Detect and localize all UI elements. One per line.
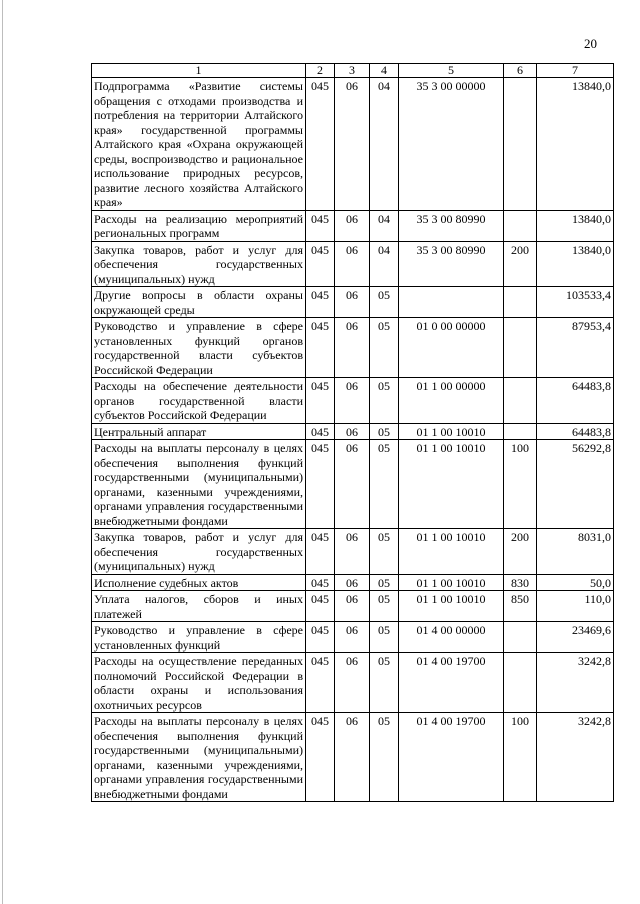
column-number: 7 — [537, 64, 614, 78]
target-article-cell: 01 1 00 10010 — [399, 423, 504, 440]
amount-cell: 23469,6 — [537, 622, 614, 653]
section-code-cell: 06 — [335, 529, 370, 575]
section-code-cell: 06 — [335, 622, 370, 653]
subsection-code-cell: 05 — [370, 574, 399, 591]
target-article-cell: 35 3 00 80990 — [399, 210, 504, 241]
subsection-code-cell: 05 — [370, 378, 399, 424]
table-row — [92, 318, 614, 378]
column-number: 4 — [370, 64, 399, 78]
ministry-code-cell: 045 — [306, 378, 335, 424]
section-code-cell: 06 — [335, 423, 370, 440]
section-code-cell: 06 — [335, 210, 370, 241]
column-number: 1 — [92, 64, 306, 78]
subsection-code-cell: 05 — [370, 318, 399, 378]
amount-cell: 8031,0 — [537, 529, 614, 575]
table-row — [92, 210, 614, 241]
row-name-cell: Исполнение судебных актов — [92, 574, 306, 591]
target-article-cell: 01 1 00 10010 — [399, 529, 504, 575]
expense-type-cell — [504, 653, 537, 713]
ministry-code-cell: 045 — [306, 241, 335, 287]
row-name-cell: Руководство и управление в сфере установленных функций органов государственной власти субъектов Российской Федерации — [92, 318, 306, 378]
row-name-cell: Расходы на обеспечение деятельности органов государственной власти субъектов Российской Федерации — [92, 378, 306, 424]
subsection-code-cell: 05 — [370, 591, 399, 622]
subsection-code-cell: 05 — [370, 423, 399, 440]
expense-type-cell — [504, 318, 537, 378]
subsection-code-cell: 05 — [370, 622, 399, 653]
row-name-cell: Центральный аппарат — [92, 423, 306, 440]
amount-cell: 3242,8 — [537, 653, 614, 713]
amount-cell: 13840,0 — [537, 241, 614, 287]
section-code-cell: 06 — [335, 591, 370, 622]
table-row — [92, 529, 614, 575]
row-name-cell: Руководство и управление в сфере установленных функций — [92, 622, 306, 653]
amount-cell: 64483,8 — [537, 423, 614, 440]
amount-cell: 110,0 — [537, 591, 614, 622]
target-article-cell: 01 1 00 00000 — [399, 378, 504, 424]
expense-type-cell: 100 — [504, 440, 537, 529]
ministry-code-cell: 045 — [306, 423, 335, 440]
amount-cell: 13840,0 — [537, 78, 614, 211]
subsection-code-cell: 04 — [370, 78, 399, 211]
amount-cell: 64483,8 — [537, 378, 614, 424]
column-number: 3 — [335, 64, 370, 78]
table-row — [92, 440, 614, 529]
column-number: 6 — [504, 64, 537, 78]
expense-type-cell — [504, 378, 537, 424]
table-row — [92, 622, 614, 653]
subsection-code-cell: 05 — [370, 287, 399, 318]
subsection-code-cell: 04 — [370, 241, 399, 287]
table-row — [92, 591, 614, 622]
target-article-cell: 01 4 00 19700 — [399, 713, 504, 802]
ministry-code-cell: 045 — [306, 653, 335, 713]
table-row — [92, 713, 614, 802]
section-code-cell: 06 — [335, 653, 370, 713]
budget-table-body — [92, 64, 614, 802]
page-number: 20 — [584, 36, 597, 51]
amount-cell: 87953,4 — [537, 318, 614, 378]
budget-table — [91, 63, 614, 802]
target-article-cell: 01 0 00 00000 — [399, 318, 504, 378]
row-name-cell: Расходы на выплаты персоналу в целях обеспечения выполнения функций государственными (муниципальными) органами, казенными учреждениями, органами управления государственными внебюджетными фондами — [92, 713, 306, 802]
expense-type-cell — [504, 210, 537, 241]
table-row — [92, 423, 614, 440]
row-name-cell: Закупка товаров, работ и услуг для обеспечения государственных (муниципальных) нужд — [92, 529, 306, 575]
page-left-edge — [2, 0, 3, 904]
row-name-cell: Уплата налогов, сборов и иных платежей — [92, 591, 306, 622]
table-row — [92, 287, 614, 318]
amount-cell: 3242,8 — [537, 713, 614, 802]
column-number-row — [92, 64, 614, 78]
target-article-cell: 01 1 00 10010 — [399, 574, 504, 591]
target-article-cell: 35 3 00 00000 — [399, 78, 504, 211]
subsection-code-cell: 05 — [370, 529, 399, 575]
ministry-code-cell: 045 — [306, 591, 335, 622]
row-name-cell: Расходы на осуществление переданных полномочий Российской Федерации в области охраны и использования охотничьих ресурсов — [92, 653, 306, 713]
table-row — [92, 574, 614, 591]
column-number: 5 — [399, 64, 504, 78]
row-name-cell: Расходы на реализацию мероприятий региональных программ — [92, 210, 306, 241]
expense-type-cell — [504, 287, 537, 318]
section-code-cell: 06 — [335, 713, 370, 802]
row-name-cell: Подпрограмма «Развитие системы обращения с отходами производства и потребления на территории Алтайского края» государственной программы Алтайского края «Охрана окружающей среды, воспроизводство и рациональное использование природных ресурсов, развитие лесного хозяйства Алтайского края» — [92, 78, 306, 211]
ministry-code-cell: 045 — [306, 318, 335, 378]
ministry-code-cell: 045 — [306, 210, 335, 241]
expense-type-cell: 200 — [504, 529, 537, 575]
subsection-code-cell: 04 — [370, 210, 399, 241]
section-code-cell: 06 — [335, 287, 370, 318]
target-article-cell: 01 4 00 00000 — [399, 622, 504, 653]
expense-type-cell: 200 — [504, 241, 537, 287]
table-row — [92, 241, 614, 287]
target-article-cell — [399, 287, 504, 318]
ministry-code-cell: 045 — [306, 440, 335, 529]
amount-cell: 103533,4 — [537, 287, 614, 318]
row-name-cell: Расходы на выплаты персоналу в целях обеспечения выполнения функций государственными (муниципальными) органами, казенными учреждениями, органами управления государственными внебюджетными фондами — [92, 440, 306, 529]
section-code-cell: 06 — [335, 318, 370, 378]
target-article-cell: 01 1 00 10010 — [399, 440, 504, 529]
table-row — [92, 378, 614, 424]
expense-type-cell — [504, 78, 537, 211]
ministry-code-cell: 045 — [306, 622, 335, 653]
section-code-cell: 06 — [335, 241, 370, 287]
ministry-code-cell: 045 — [306, 287, 335, 318]
expense-type-cell — [504, 423, 537, 440]
target-article-cell: 01 4 00 19700 — [399, 653, 504, 713]
expense-type-cell — [504, 622, 537, 653]
ministry-code-cell: 045 — [306, 529, 335, 575]
ministry-code-cell: 045 — [306, 713, 335, 802]
ministry-code-cell: 045 — [306, 78, 335, 211]
row-name-cell: Другие вопросы в области охраны окружающей среды — [92, 287, 306, 318]
table-row — [92, 653, 614, 713]
ministry-code-cell: 045 — [306, 574, 335, 591]
subsection-code-cell: 05 — [370, 713, 399, 802]
column-number: 2 — [306, 64, 335, 78]
section-code-cell: 06 — [335, 378, 370, 424]
amount-cell: 50,0 — [537, 574, 614, 591]
subsection-code-cell: 05 — [370, 440, 399, 529]
section-code-cell: 06 — [335, 78, 370, 211]
row-name-cell: Закупка товаров, работ и услуг для обеспечения государственных (муниципальных) нужд — [92, 241, 306, 287]
subsection-code-cell: 05 — [370, 653, 399, 713]
section-code-cell: 06 — [335, 440, 370, 529]
expense-type-cell: 830 — [504, 574, 537, 591]
amount-cell: 56292,8 — [537, 440, 614, 529]
expense-type-cell: 850 — [504, 591, 537, 622]
section-code-cell: 06 — [335, 574, 370, 591]
table-row — [92, 78, 614, 211]
amount-cell: 13840,0 — [537, 210, 614, 241]
target-article-cell: 35 3 00 80990 — [399, 241, 504, 287]
target-article-cell: 01 1 00 10010 — [399, 591, 504, 622]
expense-type-cell: 100 — [504, 713, 537, 802]
